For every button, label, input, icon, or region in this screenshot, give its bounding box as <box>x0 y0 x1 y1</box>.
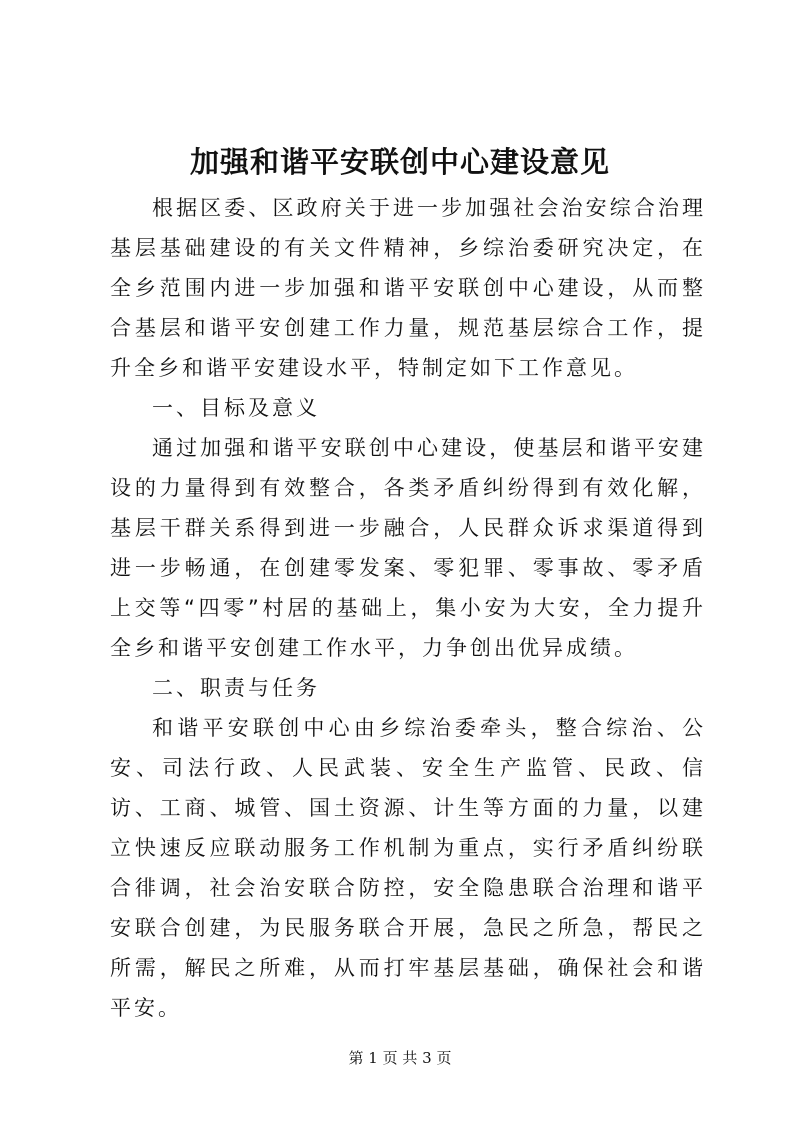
section-heading-goals: 一、目标及意义 <box>152 396 320 420</box>
duties-paragraph: 和谐平安联创中心由乡综治委牵头，整合综治、公安、司法行政、人民武装、安全生产监管、民政、信访、工商、城管、国土资源、计生等方面的力量，以建立快速反应联动服务工作机制为重点，实行矛盾纠纷联合徘调，社会治安联合防控，安全隐患联合治理和谐平安联合创建，为民服务联合开展，急民之所急，帮民之所需，解民之所难，从而打牢基层基础，确保社会和谐平安。 <box>110 716 706 1020</box>
section-heading-duties: 二、职责与任务 <box>152 676 320 700</box>
document-title: 加强和谐平安联创中心建设意见 <box>189 145 610 179</box>
page-number-footer: 第 1 页 共 3 页 <box>348 1049 452 1067</box>
document-body <box>110 188 706 1028</box>
intro-paragraph: 根据区委、区政府关于进一步加强社会治安综合治理基层基础建设的有关文件精神，乡综治委研究决定，在全乡范围内进一步加强和谐平安联创中心建设，从而整合基层和谐平安创建工作力量，规范基层综合工作，提升全乡和谐平安建设水平，特制定如下工作意见。 <box>110 196 706 380</box>
goals-paragraph: 通过加强和谐平安联创中心建设，使基层和谐平安建设的力量得到有效整合，各类矛盾纠纷得到有效化解，基层干群关系得到进一步融合，人民群众诉求渠道得到进一步畅通，在创建零发案、零犯罪、零事故、零矛盾上交等“四零”村居的基础上，集小安为大安，全力提升全乡和谐平安创建工作水平，力争创出优异成绩。 <box>110 436 706 660</box>
